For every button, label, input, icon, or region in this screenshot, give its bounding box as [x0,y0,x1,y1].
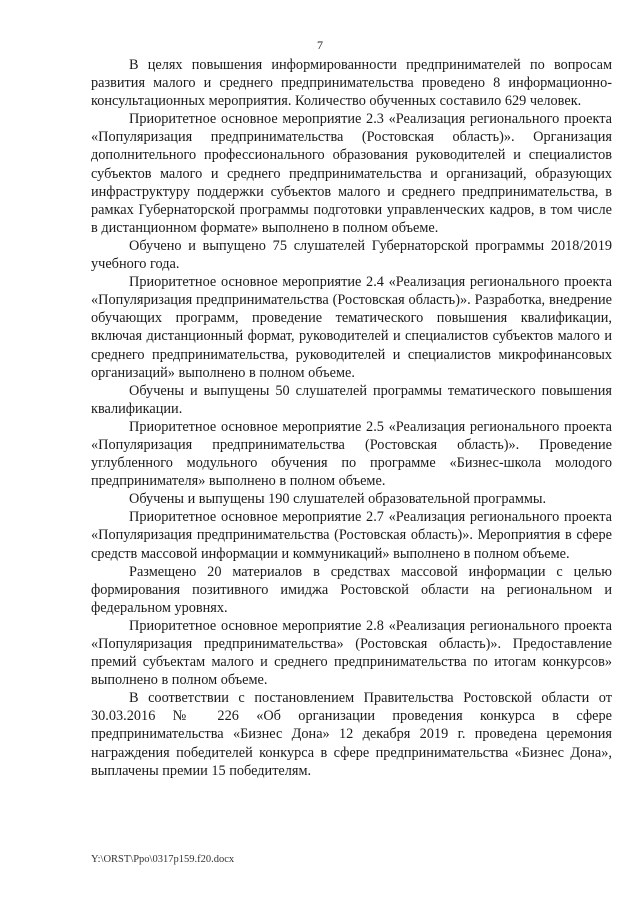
paragraph-6: Приоритетное основное мероприятие 2.5 «Реализация регионального проекта «Популяризация предпринимательства (Ростовская область)». Проведение углубленного модульного обучения по программе «Бизнес-школа молодого предпринимателя» выполнено в полном объеме. [91,418,612,490]
paragraph-9: Размещено 20 материалов в средствах массовой информации с целью формирования позитивного имиджа Ростовской области на региональном и федеральном уровнях. [91,563,612,616]
document-body [91,56,612,780]
paragraph-11: В соответствии с постановлением Правительства Ростовской области от 30.03.2016 № 226 «Об организации проведения конкурса в сфере предпринимательства «Бизнес Дона» 12 декабря 2019 г. проведена церемония награждения победителей конкурса в сфере предпринимательства «Бизнес Дона», выплачены премии 15 победителям. [91,690,612,779]
page-number: 7 [317,38,323,52]
paragraph-2: Приоритетное основное мероприятие 2.3 «Реализация регионального проекта «Популяризация предпринимательства (Ростовская область)». Организация дополнительного профессионального образования руководителей и специалистов субъектов малого и среднего предпринимательства и организаций, образующих инфраструктуру поддержки субъектов малого и среднего предпринимательства, в рамках Губернаторской программы подготовки управленческих кадров, в том числе в дистанционном формате» выполнено в полном объеме. [91,111,612,236]
paragraph-5: Обучены и выпущены 50 слушателей программы тематического повышения квалификации. [91,382,612,417]
file-path-footer: Y:\ORST\Ppo\0317p159.f20.docx [91,854,235,865]
paragraph-8: Приоритетное основное мероприятие 2.7 «Реализация регионального проекта «Популяризация предпринимательства (Ростовская область)». Мероприятия в сфере средств массовой информации и коммуникаций» выполнено в полном объеме. [91,509,612,562]
paragraph-3: Обучено и выпущено 75 слушателей Губернаторской программы 2018/2019 учебного года. [91,237,612,273]
paragraph-10: Приоритетное основное мероприятие 2.8 «Реализация регионального проекта «Популяризация предпринимательства» (Ростовская область)». Предоставление премий субъектам малого и среднего предпринимательства по итогам конкурсов» выполнено в полном объеме. [91,617,612,689]
paragraph-4: Приоритетное основное мероприятие 2.4 «Реализация регионального проекта «Популяризация предпринимательства (Ростовская область)». Разработка, внедрение обучающих программ, проведение тематического повышения квалификации, включая дистанционный формат, руководителей и специалистов субъектов малого и среднего предпринимательства, руководителей и специалистов микрофинансовых организаций» выполнено в полном объеме. [91,274,612,381]
paragraph-1: В целях повышения информированности предпринимателей по вопросам развития малого и среднего предпринимательства проведено 8 информационно-консультационных мероприятия. Количество обученных составило 629 человек. [91,57,612,110]
paragraph-7: Обучены и выпущены 190 слушателей образовательной программы. [129,491,547,508]
